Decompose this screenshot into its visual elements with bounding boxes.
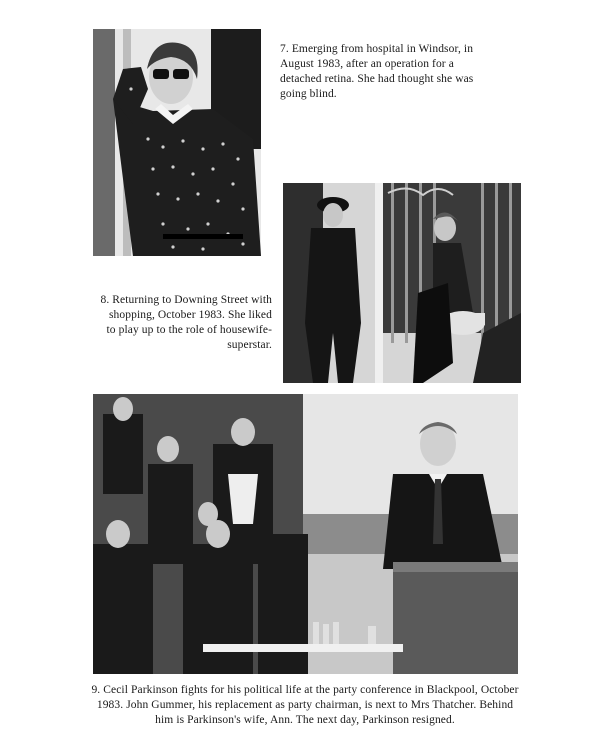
plate-number: 7. bbox=[280, 43, 289, 55]
plate-caption-text: Returning to Downing Street with shopping, October 1983. She liked to play up to the role of housewife-superstar. bbox=[106, 294, 272, 351]
plate-number: 8. bbox=[100, 294, 110, 306]
plate-number: 9. bbox=[91, 684, 101, 696]
plate-caption-text: Cecil Parkinson fights for his political life at the party conference in Blackpool, October 1983. John Gummer, his replacement as party chairman, is next to Mrs Thatcher. Behind him is Parkinson's wife, Ann. The next day, Parkinson resigned. bbox=[96, 684, 519, 726]
plate-caption-text: Emerging from hospital in Windsor, in August 1983, after an operation for a detached retina. She had thought she was going blind. bbox=[280, 43, 474, 100]
photo-party-conference-blackpool bbox=[93, 394, 518, 674]
photo-downing-street-shopping bbox=[283, 183, 521, 383]
photo-windsor-hospital bbox=[93, 29, 261, 256]
caption-plate-9 bbox=[90, 683, 520, 728]
caption-plate-8 bbox=[100, 293, 272, 353]
caption-plate-7 bbox=[280, 42, 480, 102]
